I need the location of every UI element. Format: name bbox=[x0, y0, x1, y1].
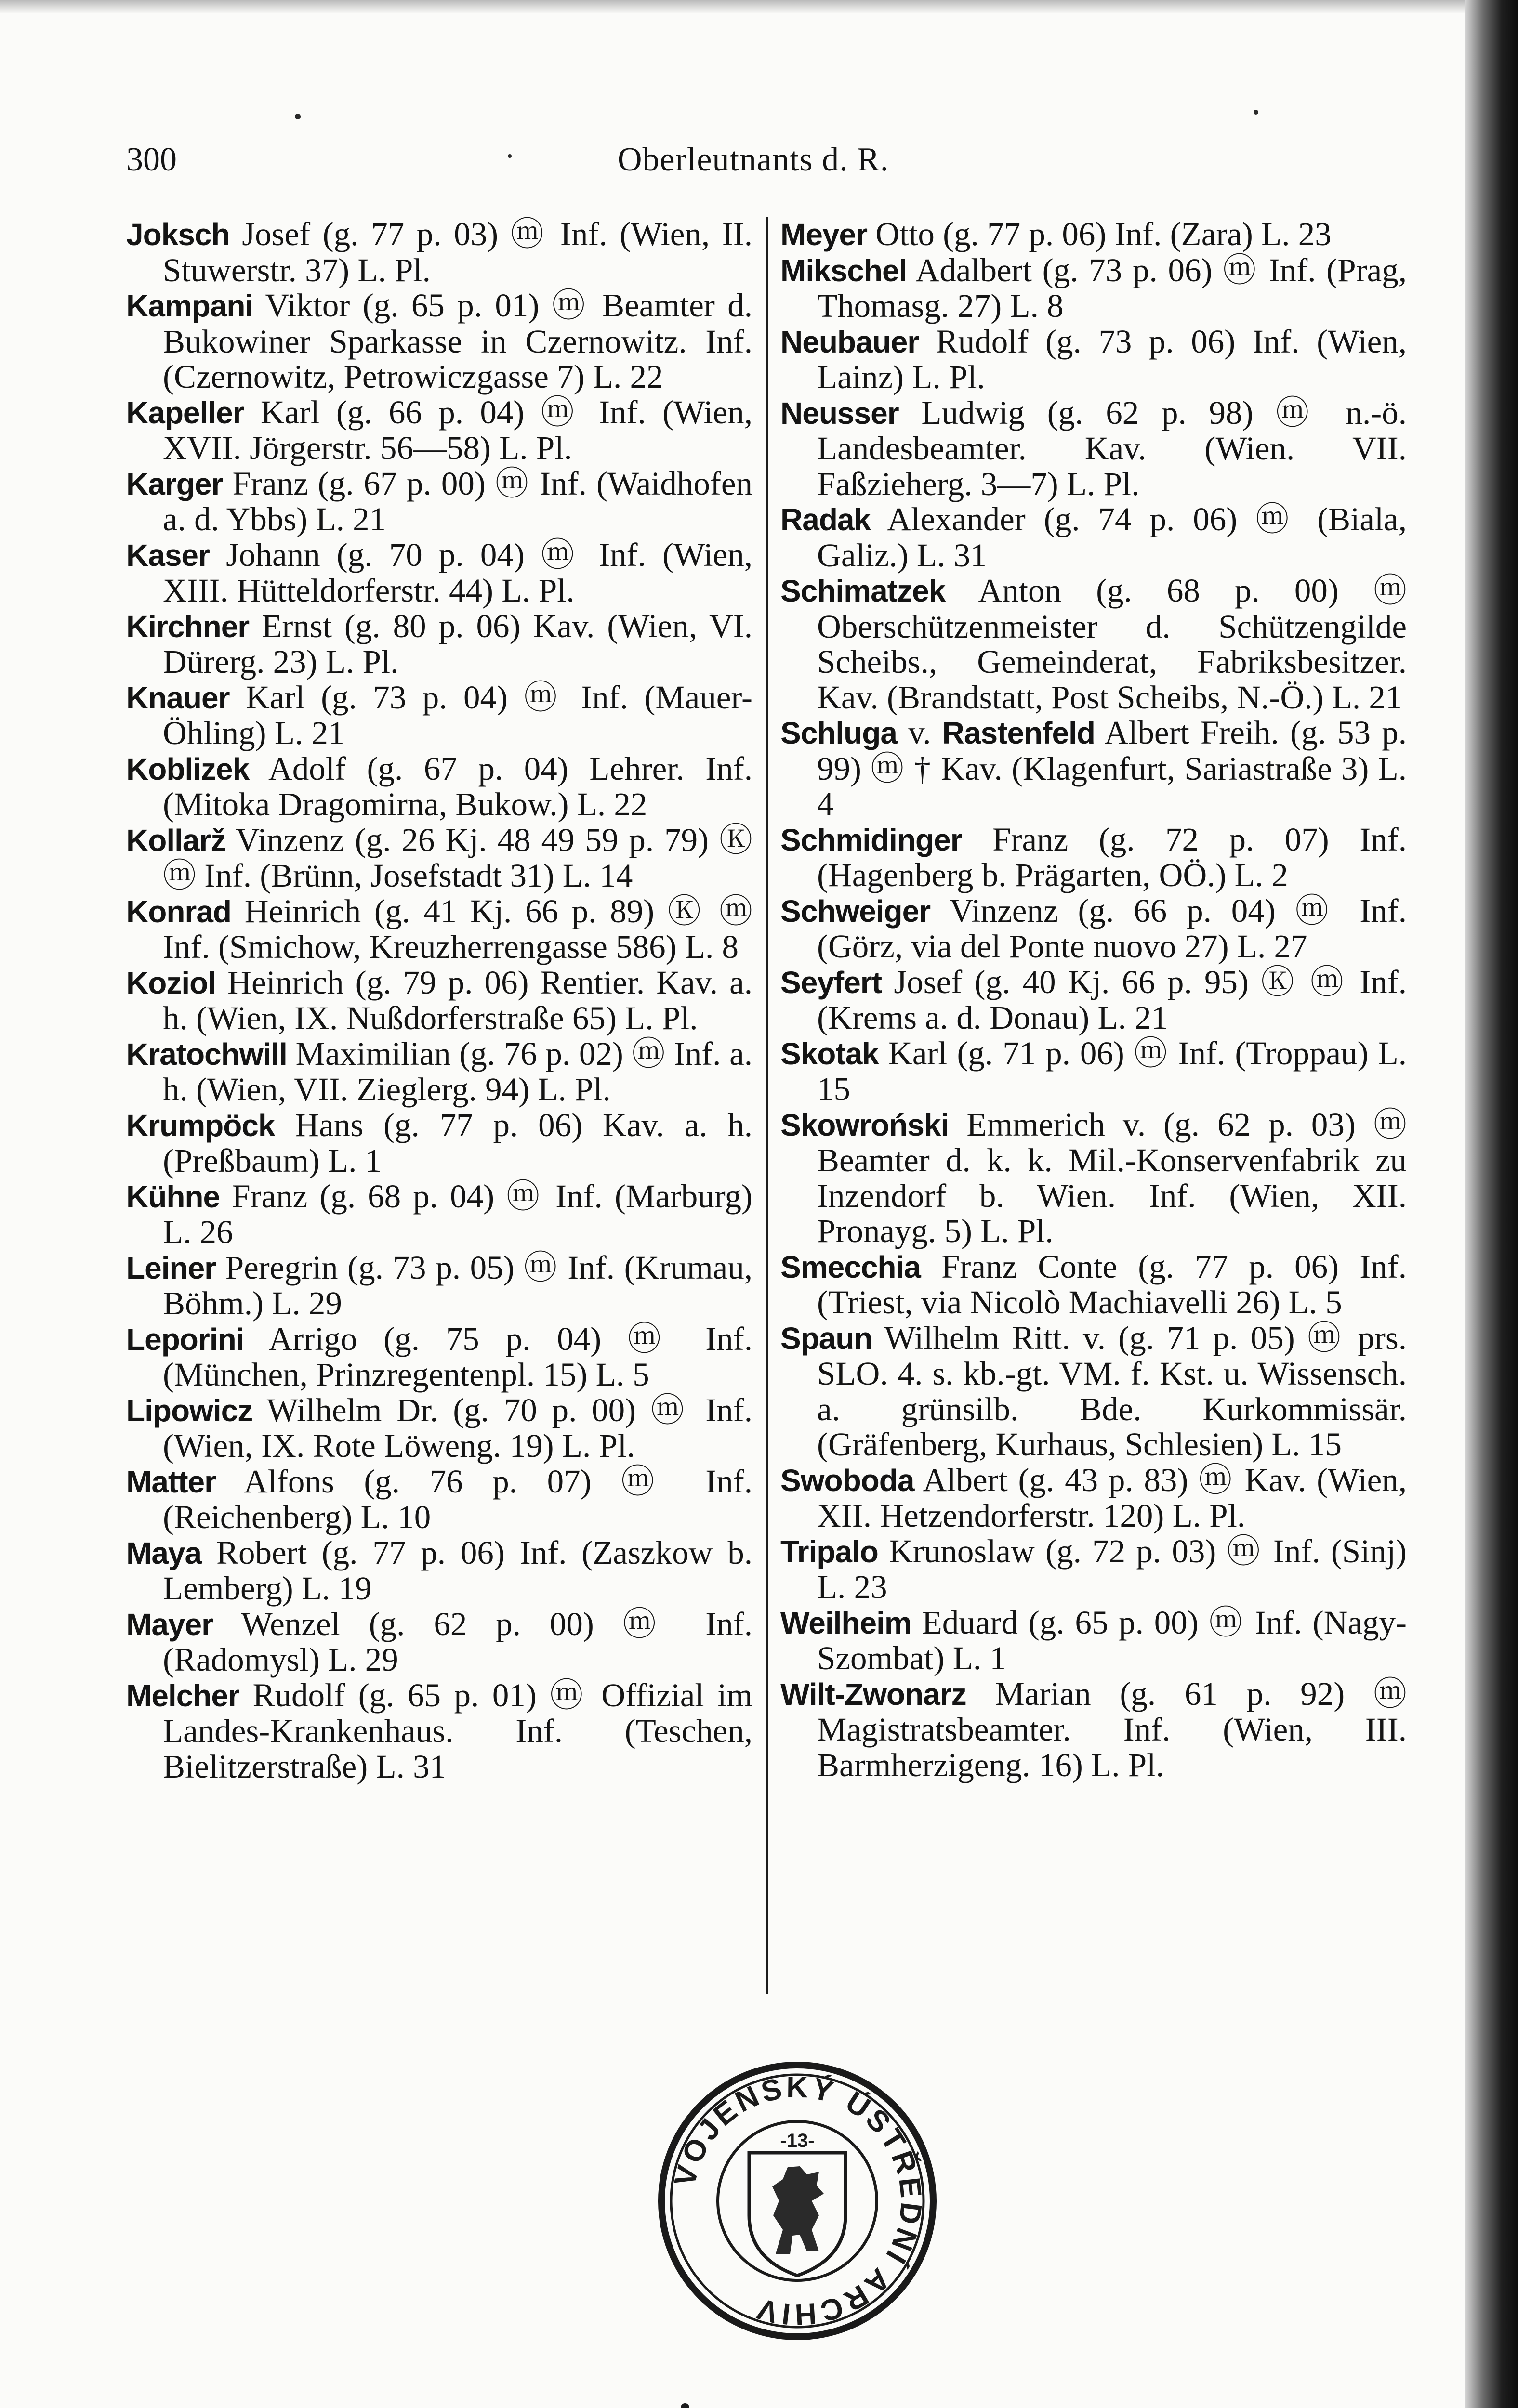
entry-surname: Swoboda bbox=[780, 1463, 914, 1498]
entry-details: Peregrin (g. 73 p. 05) ⓜ Inf. (Krumau, Böhm.) L. 29 bbox=[163, 1249, 753, 1322]
directory-entry bbox=[780, 715, 1407, 822]
directory-entry bbox=[126, 680, 752, 751]
entry-surname: Schmidinger bbox=[780, 822, 962, 857]
entry-details: Vinzenz (g. 26 Kj. 48 49 59 p. 79) Ⓚ ⓜ Inf. (Brünn, Josefstadt 31) L. 14 bbox=[163, 821, 752, 894]
entry-surname: Krumpöck bbox=[126, 1108, 275, 1143]
column-divider bbox=[766, 217, 768, 1994]
entry-surname: Schluga bbox=[780, 716, 897, 750]
entry-surname: Kaser bbox=[126, 537, 210, 573]
entry-surname: Joksch bbox=[126, 217, 230, 252]
entry-details: Marian (g. 61 p. 92) ⓜ Magistratsbeamter. Inf. (Wien, III. Barmherzigeng. 16) L. Pl. bbox=[817, 1675, 1407, 1783]
scan-right-edge-shadow bbox=[1465, 0, 1518, 2408]
directory-entry bbox=[126, 466, 752, 537]
directory-entry bbox=[126, 1535, 752, 1607]
entry-surname: Skowroński bbox=[780, 1107, 949, 1142]
directory-entry bbox=[780, 502, 1407, 573]
directory-entry bbox=[780, 573, 1407, 715]
scan-speck bbox=[1254, 110, 1258, 115]
entry-surname: Neubauer bbox=[780, 324, 919, 359]
directory-entry bbox=[126, 395, 752, 466]
directory-entry bbox=[126, 1678, 752, 1785]
directory-entry bbox=[780, 217, 1407, 253]
entry-details: Josef (g. 40 Kj. 66 p. 95) Ⓚ ⓜ Inf. (Krems a. d. Donau) L. 21 bbox=[817, 963, 1407, 1036]
entry-surname: Mikschel bbox=[780, 253, 907, 288]
entry-details: Eduard (g. 65 p. 00) ⓜ Inf. (Nagy-Szombat) L. 1 bbox=[817, 1604, 1407, 1676]
entry-surname: Konrad bbox=[126, 894, 231, 929]
running-title: Oberleutnants d. R. bbox=[618, 141, 889, 178]
entry-surname: Kirchner bbox=[126, 609, 250, 644]
directory-entry bbox=[126, 1322, 752, 1393]
directory-entry bbox=[780, 1534, 1407, 1605]
entry-details: Adolf (g. 67 p. 04) Lehrer. Inf. (Mitoka Dragomirna, Bukow.) L. 22 bbox=[163, 750, 752, 823]
directory-entry bbox=[126, 1250, 752, 1322]
entry-details: Viktor (g. 65 p. 01) ⓜ Beamter d. Bukowiner Sparkasse in Czernowitz. Inf. (Czernowitz, Petrowiczgasse 7) L. 22 bbox=[163, 287, 752, 395]
entry-surname: Kapeller bbox=[126, 395, 244, 430]
entry-surname: Kühne bbox=[126, 1179, 220, 1214]
entry-details: Ernst (g. 80 p. 06) Kav. (Wien, VI. Dürerg. 23) L. Pl. bbox=[163, 607, 753, 680]
entry-surname: Kampani bbox=[126, 288, 253, 323]
entry-details: Maximilian (g. 76 p. 02) ⓜ Inf. a. h. (Wien, VII. Zieglerg. 94) L. Pl. bbox=[163, 1035, 752, 1108]
entry-surname: Leporini bbox=[126, 1322, 244, 1357]
entry-details: Heinrich (g. 79 p. 06) Rentier. Kav. a. h. (Wien, IX. Nußdorferstraße 65) L. Pl. bbox=[163, 964, 752, 1036]
entry-details: Robert (g. 77 p. 06) Inf. (Zaszkow b. Lemberg) L. 19 bbox=[163, 1534, 753, 1607]
entry-surname: Weilheim bbox=[780, 1605, 911, 1640]
entry-details: Franz (g. 67 p. 00) ⓜ Inf. (Waidhofen a. d. Ybbs) L. 21 bbox=[163, 465, 752, 537]
directory-entry bbox=[780, 1321, 1407, 1463]
entry-surname: Koblizek bbox=[126, 751, 250, 786]
directory-entry bbox=[780, 893, 1407, 965]
entry-surname: Mayer bbox=[126, 1607, 213, 1642]
entry-details: Josef (g. 77 p. 03) ⓜ Inf. (Wien, II. Stuwerstr. 37) L. Pl. bbox=[163, 216, 753, 288]
directory-entry bbox=[126, 965, 752, 1036]
entry-surname-second: Rastenfeld bbox=[942, 716, 1095, 750]
directory-entry bbox=[126, 1393, 752, 1464]
entry-particle: v. bbox=[908, 714, 931, 751]
entry-surname: Koziol bbox=[126, 965, 216, 1000]
entry-details: Karl (g. 73 p. 04) ⓜ Inf. (Mauer-Öhling) L. 21 bbox=[163, 679, 752, 751]
entry-surname: Melcher bbox=[126, 1678, 239, 1713]
entry-surname: Neusser bbox=[780, 395, 899, 431]
entry-details: Karl (g. 71 p. 06) ⓜ Inf. (Troppau) L. 15 bbox=[817, 1034, 1407, 1107]
scan-speck bbox=[508, 154, 512, 158]
entry-details: Heinrich (g. 41 Kj. 66 p. 89) Ⓚ ⓜ Inf. (Smichow, Kreuzherrengasse 586) L. 8 bbox=[163, 892, 752, 965]
archive-stamp-seal bbox=[653, 2056, 942, 2345]
entry-details: Anton (g. 68 p. 00) ⓜ Oberschützenmeister d. Schützengilde Scheibs., Gemeinderat, Fabriksbesitzer. Kav. (Brandstatt, Post Scheibs, N.-Ö.) L. 21 bbox=[817, 572, 1407, 716]
directory-entry bbox=[780, 253, 1407, 324]
left-column bbox=[126, 217, 752, 1784]
entry-details: Wilhelm Ritt. v. (g. 71 p. 05) ⓜ prs. SLO. 4. s. kb.-gt. VM. f. Kst. u. Wissensch. a. grünsilb. Bde. Kurkommissär. (Gräfenberg, Kurhaus, Schlesien) L. 15 bbox=[817, 1319, 1407, 1463]
directory-entry bbox=[126, 1179, 752, 1250]
entry-surname: Knauer bbox=[126, 680, 230, 715]
entry-surname: Seyfert bbox=[780, 965, 882, 1000]
entry-surname: Schweiger bbox=[780, 893, 931, 929]
entry-surname: Schimatzek bbox=[780, 574, 946, 608]
entry-details: Emmerich v. (g. 62 p. 03) ⓜ Beamter d. k. k. Mil.-Konservenfabrik zu Inzendorf b. Wien. Inf. (Wien, XII. Pronayg. 5) L. Pl. bbox=[817, 1106, 1407, 1249]
entry-details: Wilhelm Dr. (g. 70 p. 00) ⓜ Inf. (Wien, IX. Rote Löweng. 19) L. Pl. bbox=[163, 1391, 752, 1464]
entry-details: Franz (g. 68 p. 04) ⓜ Inf. (Marburg) L. 26 bbox=[163, 1178, 753, 1250]
directory-entry bbox=[780, 1676, 1407, 1783]
entry-details: Alexander (g. 74 p. 06) ⓜ (Biala, Galiz.) L. 31 bbox=[817, 501, 1407, 574]
directory-entry bbox=[780, 1605, 1407, 1676]
entry-surname: Tripalo bbox=[780, 1534, 878, 1569]
directory-entry bbox=[126, 1464, 752, 1535]
archive-stamp bbox=[653, 2056, 942, 2345]
entry-surname: Kollarž bbox=[126, 823, 226, 858]
directory-entry bbox=[126, 537, 752, 609]
directory-entry bbox=[780, 324, 1407, 395]
entry-details: Krunoslaw (g. 72 p. 03) ⓜ Inf. (Sinj) L. 23 bbox=[817, 1532, 1407, 1605]
stamp-ring-text: VOJENSKÝ ÚSTŘEDNÍ ARCHIV bbox=[668, 2070, 928, 2332]
directory-entry bbox=[780, 822, 1407, 893]
directory-entry bbox=[780, 1107, 1407, 1249]
right-column bbox=[780, 217, 1407, 1783]
directory-entry bbox=[126, 1108, 752, 1179]
entry-surname: Smecchia bbox=[780, 1249, 921, 1284]
directory-entry bbox=[126, 751, 752, 823]
directory-entry bbox=[780, 395, 1407, 502]
entry-details: Vinzenz (g. 66 p. 04) ⓜ Inf. (Görz, via del Ponte nuovo 27) L. 27 bbox=[817, 892, 1407, 965]
scan-speck bbox=[295, 114, 301, 119]
entry-details: Hans (g. 77 p. 06) Kav. a. h. (Preßbaum) L. 1 bbox=[163, 1106, 752, 1179]
entry-details: Johann (g. 70 p. 04) ⓜ Inf. (Wien, XIII. Hütteldorferstr. 44) L. Pl. bbox=[163, 536, 752, 609]
entry-details: Otto (g. 77 p. 06) Inf. (Zara) L. 23 bbox=[875, 216, 1332, 252]
entry-surname: Skotak bbox=[780, 1036, 879, 1071]
page-number: 300 bbox=[126, 141, 177, 178]
directory-entry bbox=[780, 1036, 1407, 1107]
entry-details: Rudolf (g. 73 p. 06) Inf. (Wien, Lainz) L. Pl. bbox=[817, 323, 1407, 395]
entry-surname: Lipowicz bbox=[126, 1393, 253, 1428]
entry-details: Franz Conte (g. 77 p. 06) Inf. (Triest, via Nicolò Machiavelli 26) L. 5 bbox=[817, 1248, 1407, 1321]
entry-surname: Kratochwill bbox=[126, 1036, 287, 1072]
entry-details: Albert (g. 43 p. 83) ⓜ Kav. (Wien, XII. Hetzendorferstr. 120) L. Pl. bbox=[817, 1461, 1407, 1534]
entry-surname: Radak bbox=[780, 502, 871, 537]
entry-details: Karl (g. 66 p. 04) ⓜ Inf. (Wien, XVII. Jörgerstr. 56—58) L. Pl. bbox=[163, 393, 753, 466]
scan-top-edge bbox=[0, 0, 1518, 13]
entry-surname: Karger bbox=[126, 466, 223, 501]
entry-details: Franz (g. 72 p. 07) Inf. (Hagenberg b. Prägarten, OÖ.) L. 2 bbox=[817, 821, 1407, 893]
entry-surname: Meyer bbox=[780, 217, 867, 252]
directory-entry bbox=[126, 1036, 752, 1108]
directory-entry bbox=[780, 1249, 1407, 1321]
entry-surname: Maya bbox=[126, 1535, 202, 1570]
entry-surname: Leiner bbox=[126, 1250, 216, 1285]
directory-entry bbox=[126, 288, 752, 395]
entry-details: Albert Freih. (g. 53 p. 99) ⓜ † Kav. (Klagenfurt, Sariastraße 3) L. 4 bbox=[817, 714, 1407, 822]
entry-surname: Spaun bbox=[780, 1321, 872, 1356]
entry-details: Arrigo (g. 75 p. 04) ⓜ Inf. (München, Prinzregentenpl. 15) L. 5 bbox=[163, 1320, 752, 1393]
directory-entry bbox=[126, 609, 752, 680]
directory-entry bbox=[126, 1607, 752, 1678]
entry-details: Adalbert (g. 73 p. 06) ⓜ Inf. (Prag, Thomasg. 27) L. 8 bbox=[817, 251, 1407, 324]
entry-details: Wenzel (g. 62 p. 00) ⓜ Inf. (Radomysl) L. 29 bbox=[163, 1605, 752, 1678]
entry-surname: Matter bbox=[126, 1464, 216, 1499]
entry-details: Rudolf (g. 65 p. 01) ⓜ Offizial im Landes-Krankenhaus. Inf. (Teschen, Bielitzerstraße) L. 31 bbox=[163, 1676, 752, 1785]
directory-entry bbox=[126, 823, 752, 894]
directory-entry bbox=[780, 965, 1407, 1036]
entry-surname: Wilt-Zwonarz bbox=[780, 1676, 966, 1712]
directory-entry bbox=[126, 894, 752, 965]
directory-entry bbox=[126, 217, 752, 288]
stamp-number: -13- bbox=[780, 2130, 815, 2151]
directory-entry bbox=[780, 1463, 1407, 1534]
entry-details: Alfons (g. 76 p. 07) ⓜ Inf. (Reichenberg) L. 10 bbox=[163, 1463, 752, 1535]
entry-details: Ludwig (g. 62 p. 98) ⓜ n.-ö. Landesbeamter. Kav. (Wien. VII. Faßzieherg. 3—7) L. Pl. bbox=[817, 394, 1407, 502]
